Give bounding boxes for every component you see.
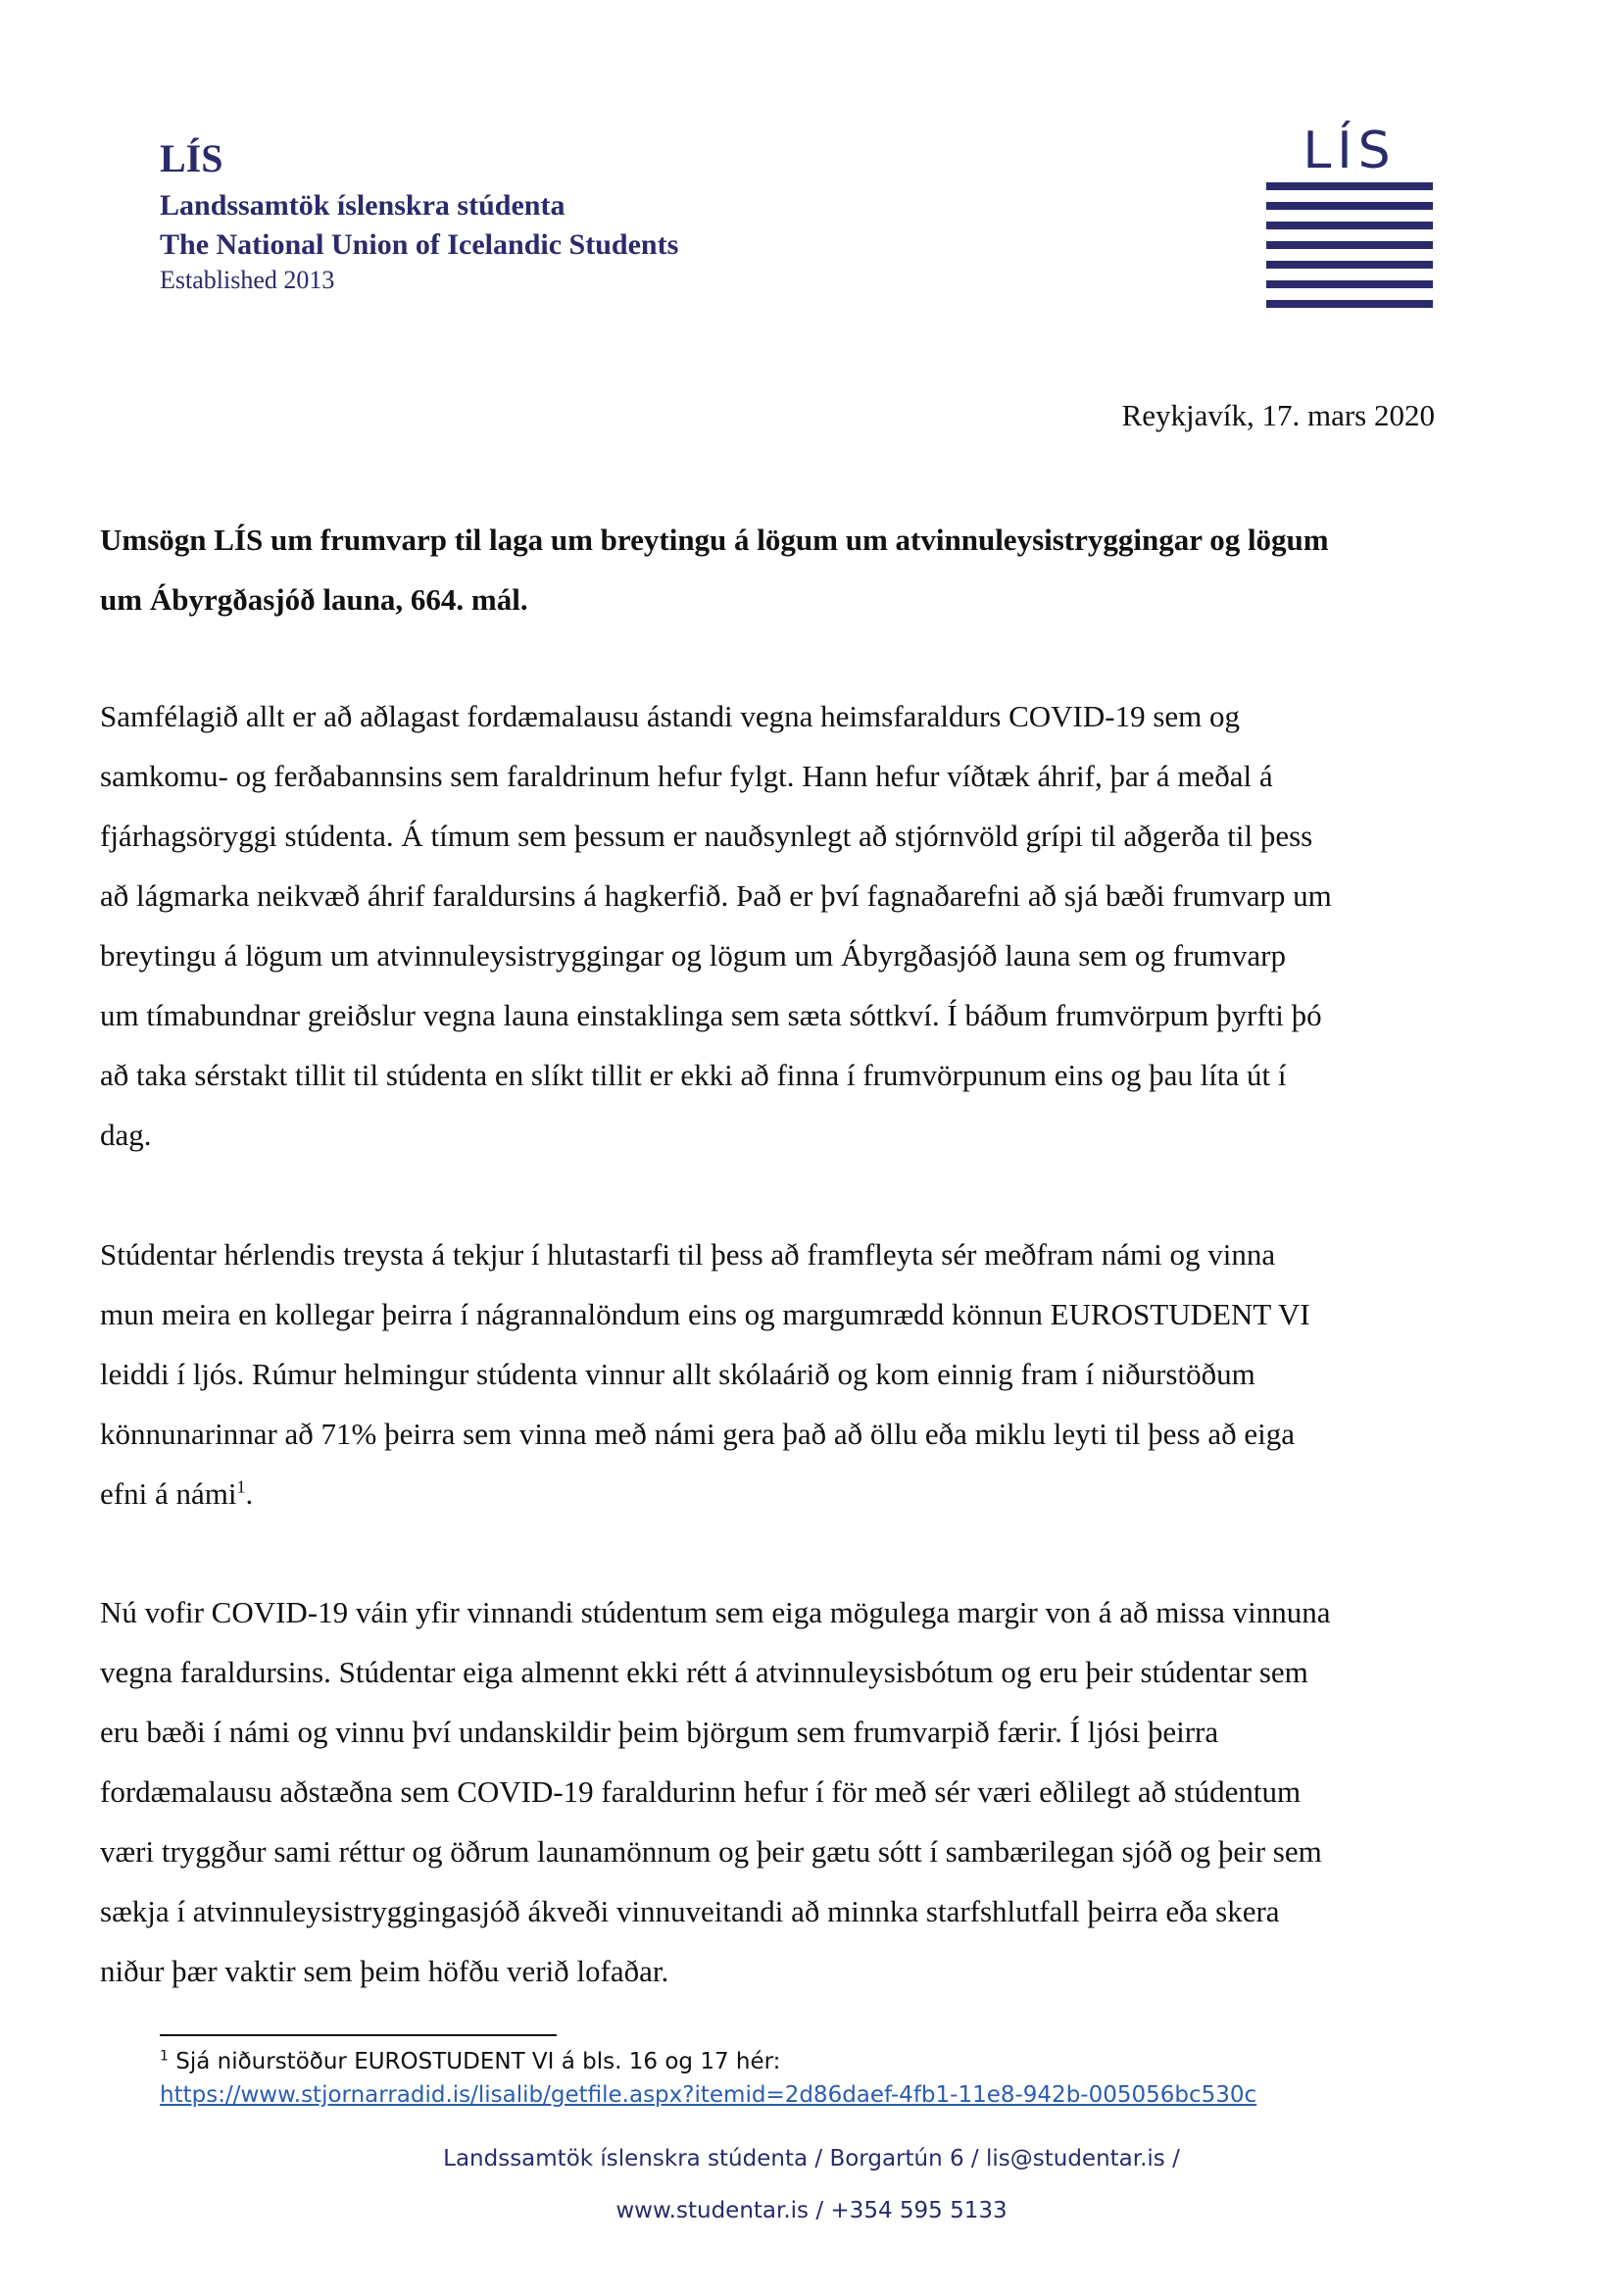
logo-stripe <box>1266 280 1433 288</box>
document-title <box>100 510 1452 629</box>
paragraph-line: Stúdentar hérlendis treysta á tekjur í hlutastarfi til þess að framfleyta sér meðfram námi og vinna <box>100 1237 1276 1272</box>
paragraph-line: vegna faraldursins. Stúdentar eiga almennt ekki rétt á atvinnuleysisbótum og eru þeir stúdentar sem <box>100 1655 1308 1689</box>
footnote-reference[interactable]: 1 <box>236 1476 246 1497</box>
paragraph-line: eru bæði í námi og vinnu því undanskildir þeim björgum sem frumvarpið færir. Í ljósi þeirra <box>100 1715 1219 1749</box>
logo-stripe <box>1266 202 1433 210</box>
paragraph-line: væri tryggður sami réttur og öðrum launamönnum og þeir gætu sótt í sambærilegan sjóð og þeir sem <box>100 1834 1322 1869</box>
paragraph-line: niður þær vaktir sem þeim höfðu verið lofaðar. <box>100 1954 669 1988</box>
footnote-text: Sjá niðurstöður EUROSTUDENT VI á bls. 16 og 17 hér: <box>168 2049 781 2074</box>
org-name-icelandic: Landssamtök íslenskra stúdenta <box>160 189 566 222</box>
paragraph-3 <box>100 1582 1452 2001</box>
footnote <box>160 2045 1256 2112</box>
paragraph-line: Nú vofir COVID-19 váin yfir vinnandi stúdentum sem eiga mögulega margir von á að missa vinnuna <box>100 1595 1331 1629</box>
paragraph-line: Samfélagið allt er að aðlagast fordæmalausu ástandi vegna heimsfaraldurs COVID-19 sem og <box>100 699 1241 733</box>
paragraph-line: dag. <box>100 1118 152 1152</box>
paragraph-text: efni á námi <box>100 1476 237 1511</box>
paragraph-line: fjárhagsöryggi stúdenta. Á tímum sem þessum er nauðsynlegt að stjórnvöld grípi til aðgerða til þess <box>100 819 1313 853</box>
paragraph-line: könnunarinnar að 71% þeirra sem vinna með námi gera það að öllu eða miklu leyti til þess að eiga <box>100 1417 1295 1451</box>
logo-stripe <box>1266 261 1433 269</box>
title-line: Umsögn LÍS um frumvarp til laga um breytingu á lögum um atvinnuleysistryggingar og lögum <box>100 523 1329 557</box>
footer-contact: www.studentar.is / +354 595 5133 <box>615 2198 1008 2223</box>
org-name-english: The National Union of Icelandic Students <box>160 228 679 261</box>
logo-stripe <box>1266 182 1433 190</box>
date-line: Reykjavík, 17. mars 2020 <box>1121 398 1435 432</box>
paragraph-line: fordæmalausu aðstæðna sem COVID-19 faraldurinn hefur í för með sér væri eðlilegt að stúdentum <box>100 1774 1302 1809</box>
org-header <box>160 135 678 296</box>
paragraph-1 <box>100 686 1452 1165</box>
footnote-divider <box>160 2034 557 2036</box>
footer-address: Landssamtök íslenskra stúdenta / Borgartún 6 / lis@studentar.is / <box>443 2146 1180 2171</box>
paragraph-text: . <box>245 1476 254 1511</box>
footnote-number: 1 <box>160 2048 169 2065</box>
paragraph-line: breytingu á lögum um atvinnuleysistryggingar og lögum um Ábyrgðasjóð launa sem og frumvarp <box>100 938 1286 973</box>
lis-logo <box>1266 122 1433 357</box>
org-established: Established 2013 <box>160 266 335 294</box>
footnote-link[interactable]: https://www.stjornarradid.is/lisalib/getfile.aspx?itemid=2d86daef-4fb1-11e8-942b-005056bc530c <box>160 2082 1257 2108</box>
paragraph-line-last <box>100 1464 1452 1523</box>
logo-stripe <box>1266 222 1433 229</box>
logo-stripes <box>1266 182 1433 320</box>
paragraph-line: sækja í atvinnuleysistryggingasjóð ákveði vinnuveitandi að minnka starfshlutfall þeirra eða skera <box>100 1894 1280 1928</box>
paragraph-line: að lágmarka neikvæð áhrif faraldursins á hagkerfið. Það er því fagnaðarefni að sjá bæði frumvarp um <box>100 878 1332 913</box>
logo-text: LÍS <box>1303 122 1397 180</box>
paragraph-line: um tímabundnar greiðslur vegna launa einstaklinga sem sæta sóttkví. Í báðum frumvörpum þyrfti þó <box>100 998 1322 1032</box>
paragraph-line: að taka sérstakt tillit til stúdenta en slíkt tillit er ekki að finna í frumvörpunum eins og þau líta út í <box>100 1058 1287 1092</box>
org-abbreviation: LÍS <box>160 136 223 180</box>
logo-stripe <box>1266 300 1433 308</box>
paragraph-line: mun meira en kollegar þeirra í nágrannalöndum eins og margumrædd könnun EUROSTUDENT VI <box>100 1297 1310 1331</box>
title-line: um Ábyrgðasjóð launa, 664. mál. <box>100 582 528 617</box>
paragraph-2 <box>100 1224 1452 1523</box>
paragraph-line: samkomu- og ferðabannsins sem faraldrinum hefur fylgt. Hann hefur víðtæk áhrif, þar á meðal á <box>100 759 1273 793</box>
paragraph-line: leiddi í ljós. Rúmur helmingur stúdenta vinnur allt skólaárið og kom einnig fram í niðurstöðum <box>100 1357 1255 1391</box>
logo-stripe <box>1266 241 1433 249</box>
footnote-text-line <box>160 2045 1256 2078</box>
